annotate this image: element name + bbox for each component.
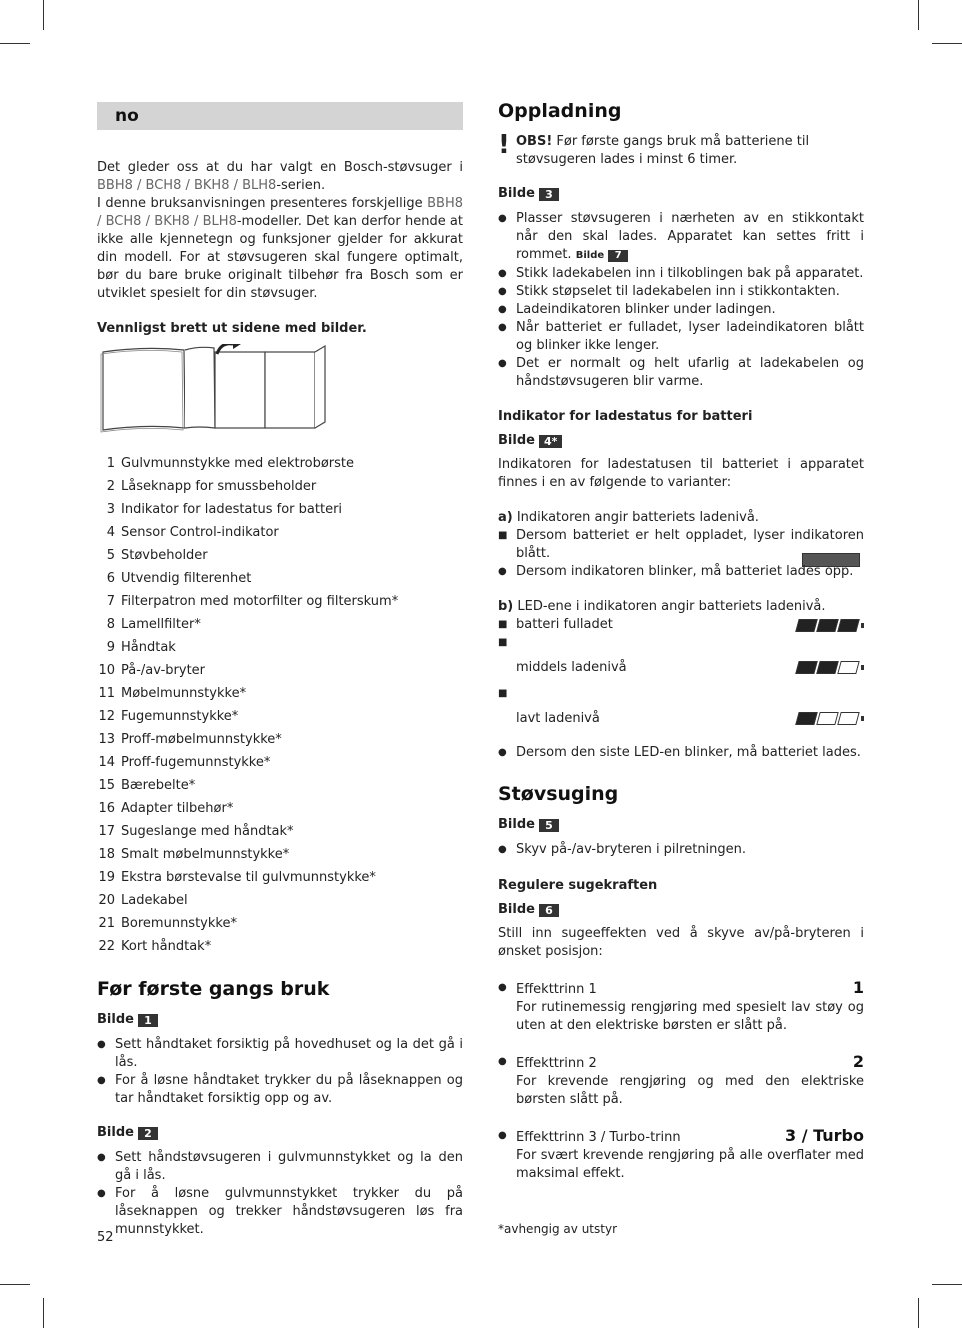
variant-a: a) Indikatoren angir batteriets ladenivå. [498, 510, 759, 525]
figure-reference: Bilde 4* [498, 432, 864, 450]
battery-levels-list [498, 616, 864, 736]
part-item [97, 613, 463, 636]
part-number: 3 [106, 502, 115, 517]
part-item [97, 498, 463, 521]
intro-paragraph-1: Det gleder oss at du har valgt en Bosch-støvsuger i BBH8 / BCH8 / BKH8 / BLH8-serien. [97, 160, 463, 193]
list-item: ● Det er normalt og helt ufarlig at ladekabelen og håndstøvsugeren blir varme. [498, 355, 864, 391]
fold-note: Vennligst brett ut sidene med bilder. [97, 321, 367, 336]
list-item: ■ Dersom batteriet er helt oppladet, lyser indikatoren blått. [498, 527, 864, 563]
crop-mark [0, 1284, 30, 1285]
part-number: 22 [98, 939, 115, 954]
list-item: ● Sett håndtaket forsiktig på hovedhuset og la det gå i lås. [97, 1036, 463, 1072]
parts-list [97, 452, 463, 958]
last-led-note [498, 744, 864, 762]
part-number: 15 [98, 778, 115, 793]
part-item [97, 866, 463, 889]
list-item: ● Dersom indikatoren blinker, må batteriet lades opp. [498, 563, 864, 581]
part-label: Lamellfilter* [121, 617, 201, 632]
battery-level-item: ■ lavt ladenivå [498, 685, 864, 736]
figure-reference: Bilde 3 [498, 185, 864, 203]
battery-level-icon [797, 712, 864, 725]
crop-mark [918, 1298, 919, 1328]
crop-mark [0, 43, 30, 44]
figure-number-badge: 7 [608, 250, 628, 262]
part-label: Smalt møbelmunnstykke* [121, 847, 290, 862]
figure-number-badge: 6 [539, 904, 559, 917]
part-number: 4 [106, 525, 115, 540]
battery-led-cell [816, 712, 838, 725]
indicator-heading: Indikator for ladestatus for batteri [498, 409, 753, 424]
part-label: Sensor Control-indikator [121, 525, 279, 540]
figure-number-badge: 3 [539, 188, 559, 201]
part-label: Fugemunnstykke* [121, 709, 239, 724]
figure-reference: Bilde 6 [498, 901, 864, 919]
part-item [97, 774, 463, 797]
figure-number-badge: 4* [539, 435, 562, 448]
part-number: 2 [106, 479, 115, 494]
list-item: ● Plasser støvsugeren i nærheten av en stikkontakt når den skal lades. Apparatet kan settes fritt i rommet. Bilde 7 [498, 210, 864, 265]
figure-number-badge: 1 [138, 1014, 158, 1027]
suction-heading: Regulere sugekraften [498, 878, 658, 893]
part-label: Bærebelte* [121, 778, 196, 793]
list-item: ● Stikk støpselet til ladekabelen inn i stikkontakten. [498, 283, 864, 301]
suction-intro: Still inn sugeeffekten ved å skyve av/på-bryteren i ønsket posisjon: [498, 926, 864, 959]
battery-led-cell [795, 712, 817, 725]
part-item [97, 820, 463, 843]
footnote: *avhengig av utstyr [498, 1222, 618, 1236]
figure-number-badge: 5 [539, 819, 559, 832]
part-item [97, 521, 463, 544]
vacuum-steps [498, 841, 864, 859]
figure-reference: Bilde 1 [97, 1011, 463, 1029]
part-item [97, 452, 463, 475]
part-item [97, 728, 463, 751]
part-label: Låseknapp for smussbeholder [121, 479, 317, 494]
warning-note: ! OBS! Før første gangs bruk må batteriene til støvsugeren lades i minst 6 timer. [498, 130, 810, 167]
part-label: Adapter tilbehør* [121, 801, 234, 816]
figure-number-badge: 2 [138, 1127, 158, 1140]
part-label: Støvbeholder [121, 548, 208, 563]
part-number: 19 [98, 870, 115, 885]
part-label: Proff-fugemunnstykke* [121, 755, 271, 770]
model-list: BBH8 / BCH8 / BKH8 / BLH8 [97, 178, 277, 193]
battery-level-icon [797, 619, 864, 632]
part-item [97, 544, 463, 567]
part-number: 13 [98, 732, 115, 747]
list-item: ● For å løsne håndtaket trykker du på låseknappen og tar håndtaket forsiktig opp og av. [97, 1072, 463, 1108]
list-item: ● Sett håndstøvsugeren i gulvmunnstykket og la den gå i lås. [97, 1149, 463, 1185]
part-number: 14 [98, 755, 115, 770]
intro-paragraph-2: I denne bruksanvisningen presenteres forskjellige BBH8 / BCH8 / BKH8 / BLH8-modeller. Det kan derfor hende at ikke alle kjennetegn og funksjoner gjelder for akkurat din modell. For at støvsugeren skal fungere optimalt, bør du bare bruke originalt tilbehør fra Bosch som er utviklet spesielt for din støvsuger. [97, 196, 463, 301]
variant-a-blink [498, 563, 864, 581]
battery-led-cell [795, 661, 817, 674]
battery-led-cell [816, 619, 838, 632]
charging-title: Oppladning [498, 100, 622, 122]
crop-mark [932, 1284, 962, 1285]
part-item [97, 705, 463, 728]
part-number: 6 [106, 571, 115, 586]
variant-a-list [498, 527, 864, 563]
crop-mark [932, 43, 962, 44]
part-label: Filterpatron med motorfilter og filterskum* [121, 594, 399, 609]
indicator-intro: Indikatoren for ladestatusen til batteriet i apparatet finnes i en av følgende to varianter: [498, 457, 864, 490]
part-number: 21 [98, 916, 115, 931]
power-levels-list [498, 979, 864, 1183]
part-item [97, 590, 463, 613]
exclamation-icon: ! [498, 130, 510, 160]
fold-out-pages-illustration [99, 344, 339, 434]
part-label: På-/av-bryter [121, 663, 206, 678]
list-item: ● Når batteriet er fulladet, lyser ladeindikatoren blått og blinker ikke lenger. [498, 319, 864, 355]
vacuuming-title: Støvsuging [498, 783, 619, 805]
list-item: ● Stikk ladekabelen inn i tilkoblingen bak på apparatet. [498, 265, 864, 283]
list-item: ● Ladeindikatoren blinker under ladingen. [498, 301, 864, 319]
part-number: 16 [98, 801, 115, 816]
battery-level-item: ■ batteri fulladet [498, 616, 864, 634]
list-item: ● For å løsne gulvmunnstykket trykker du på låseknappen og trekker håndstøvsugeren løs fra munnstykket. [97, 1185, 463, 1239]
power-level-item: ● Effekttrinn 2 2 For krevende rengjøring og med den elektriske børsten slått på. [498, 1053, 864, 1109]
figure-reference: Bilde 5 [498, 816, 864, 834]
part-label: Møbelmunnstykke* [121, 686, 247, 701]
part-label: Boremunnstykke* [121, 916, 237, 931]
crop-mark [43, 0, 44, 30]
part-item [97, 889, 463, 912]
part-item [97, 636, 463, 659]
battery-led-cell [837, 619, 859, 632]
part-label: Indikator for ladestatus for batteri [121, 502, 343, 517]
power-level-item: ● Effekttrinn 3 / Turbo-trinn 3 / Turbo For svært krevende rengjøring på alle overflater med maksimal effekt. [498, 1127, 864, 1183]
battery-led-cell [837, 661, 859, 674]
battery-level-item: ■ middels ladenivå [498, 634, 864, 685]
list-item: ● Dersom den siste LED-en blinker, må batteriet lades. [498, 744, 864, 762]
page-number: 52 [97, 1230, 114, 1245]
part-label: Utvendig filterenhet [121, 571, 252, 586]
power-level-number: 3 / Turbo [785, 1126, 864, 1145]
list-item: ● Skyv på-/av-bryteren i pilretningen. [498, 841, 864, 859]
part-label: Ekstra børstevalse til gulvmunnstykke* [121, 870, 376, 885]
part-item [97, 682, 463, 705]
battery-led-cell [795, 619, 817, 632]
part-item [97, 567, 463, 590]
power-level-number: 1 [852, 978, 864, 997]
right-column [498, 100, 864, 1183]
part-number: 5 [106, 548, 115, 563]
part-label: Gulvmunnstykke med elektrobørste [121, 456, 354, 471]
part-item [97, 751, 463, 774]
charging-steps [498, 210, 864, 391]
part-number: 12 [98, 709, 115, 724]
part-label: Proff-møbelmunnstykke* [121, 732, 282, 747]
part-number: 17 [98, 824, 115, 839]
part-number: 18 [98, 847, 115, 862]
first-use-steps-1 [97, 1036, 463, 1108]
part-label: Ladekabel [121, 893, 188, 908]
part-item [97, 797, 463, 820]
part-number: 1 [106, 456, 115, 471]
part-number: 10 [98, 663, 115, 678]
part-item [97, 659, 463, 682]
part-number: 8 [106, 617, 115, 632]
part-label: Håndtak [121, 640, 176, 655]
battery-led-cell [837, 712, 859, 725]
crop-mark [918, 0, 919, 30]
part-item [97, 935, 463, 958]
model-list: BBH8 / BCH8 / BKH8 / BLH8 [97, 196, 463, 229]
part-item [97, 912, 463, 935]
part-number: 7 [106, 594, 115, 609]
part-number: 9 [106, 640, 115, 655]
part-label: Sugeslange med håndtak* [121, 824, 294, 839]
part-number: 20 [98, 893, 115, 908]
left-column [97, 102, 463, 1239]
power-level-number: 2 [852, 1052, 864, 1071]
part-label: Kort håndtak* [121, 939, 212, 954]
language-bar: no [97, 102, 463, 130]
figure-reference: Bilde 2 [97, 1124, 463, 1142]
battery-level-icon [797, 661, 864, 674]
part-number: 11 [98, 686, 115, 701]
part-item [97, 843, 463, 866]
crop-mark [43, 1298, 44, 1328]
variant-b: b) LED-ene i indikatoren angir batteriets ladenivå. [498, 599, 826, 614]
part-item [97, 475, 463, 498]
first-use-title: Før første gangs bruk [97, 978, 330, 1000]
first-use-steps-2 [97, 1149, 463, 1239]
battery-led-cell [816, 661, 838, 674]
power-level-item: ● Effekttrinn 1 1 For rutinemessig rengjøring med spesielt lav støy og uten at den elektriske børsten er slått på. [498, 979, 864, 1035]
